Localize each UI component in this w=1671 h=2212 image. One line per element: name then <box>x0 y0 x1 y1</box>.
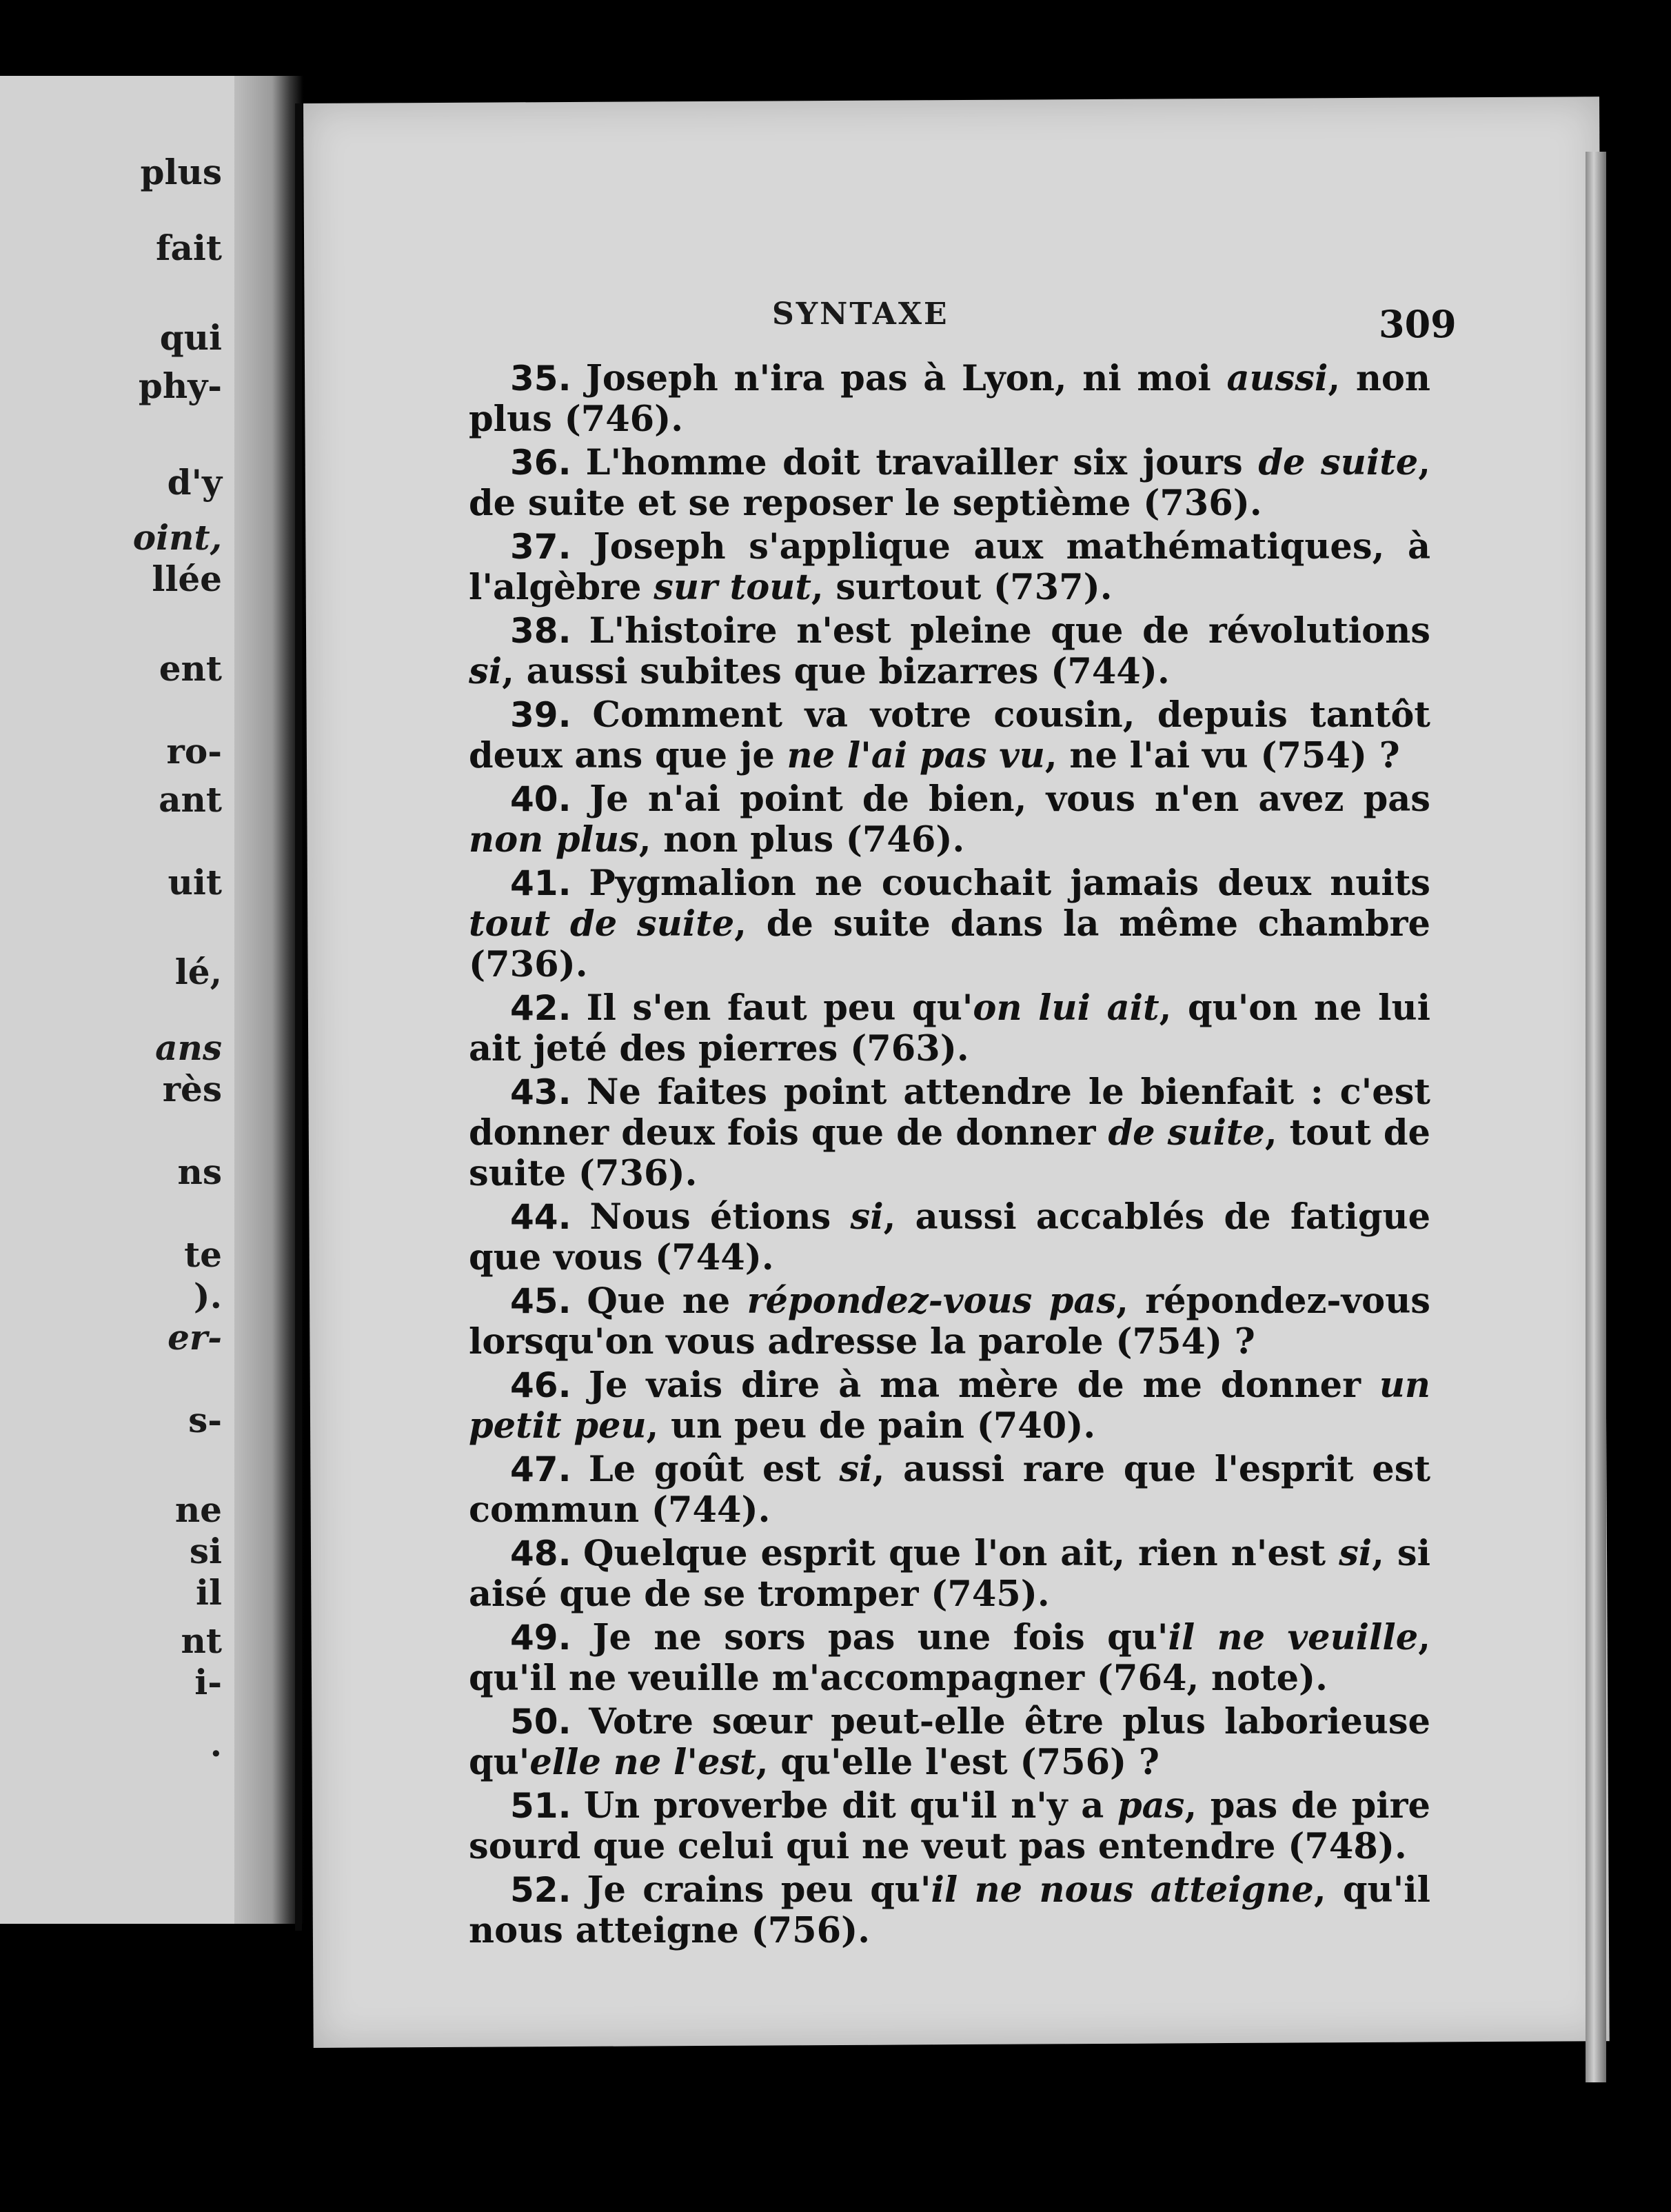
exercise-number: 46. <box>510 1365 571 1405</box>
exercise-number: 45. <box>510 1281 571 1321</box>
exercise-correction: , un peu de pain (740). <box>646 1405 1096 1447</box>
exercise-text: Je n'ai point de bien, vous n'en avez pas <box>589 778 1430 820</box>
left-page-fragment: qui <box>159 317 222 358</box>
exercise-italic-phrase: tout de suite <box>469 903 735 945</box>
exercise-italic-phrase: de suite <box>1258 442 1419 483</box>
exercise-text: Je vais dire à ma mère de me donner <box>588 1365 1379 1406</box>
left-page-fragment: er- <box>168 1317 222 1358</box>
exercise-italic-phrase: un petit peu <box>469 1365 1430 1447</box>
exercise-list <box>469 359 1430 1954</box>
exercise-italic-phrase: si <box>1339 1533 1373 1574</box>
exercise-number: 52. <box>510 1870 571 1910</box>
exercise-correction: , tout de suite (736). <box>469 1112 1430 1194</box>
exercise-correction: , aussi subites que bizarres (744). <box>502 651 1170 692</box>
left-page-fragment: ns <box>177 1152 222 1192</box>
page-edge <box>1586 152 1606 2082</box>
exercise-item <box>469 863 1430 985</box>
exercise-item <box>469 527 1430 608</box>
exercise-item <box>469 359 1430 440</box>
exercise-item <box>469 1197 1430 1278</box>
exercise-item <box>469 779 1430 861</box>
left-page-fragment: ne <box>174 1489 222 1530</box>
exercise-number: 44. <box>510 1197 571 1237</box>
exercise-correction: , qu'elle l'est (756) ? <box>756 1742 1159 1783</box>
exercise-item <box>469 443 1430 524</box>
exercise-item <box>469 1618 1430 1699</box>
exercise-italic-phrase: pas <box>1117 1785 1185 1827</box>
exercise-item <box>469 1449 1430 1531</box>
left-page-fragment: i- <box>194 1662 222 1702</box>
exercise-text: Comment va votre cousin, depuis tantôt deux ans que je <box>469 694 1430 776</box>
exercise-number: 39. <box>510 695 571 735</box>
left-page-fragment: il <box>196 1572 222 1613</box>
left-page-fragment: s- <box>188 1400 222 1440</box>
exercise-text: Nous étions <box>589 1196 851 1238</box>
exercise-number: 50. <box>510 1702 571 1742</box>
exercise-italic-phrase: si <box>839 1449 873 1490</box>
exercise-italic-phrase: non plus <box>469 819 639 861</box>
left-page-fragment: ent <box>159 648 222 689</box>
exercise-text: Joseph s'applique aux mathématiques, à l'algèbre <box>469 526 1430 608</box>
exercise-text: Il s'en faut peu qu' <box>586 987 973 1029</box>
exercise-number: 47. <box>510 1449 571 1489</box>
left-page-fragment: si <box>189 1531 222 1571</box>
exercise-number: 48. <box>510 1534 571 1573</box>
exercise-text: Ne faites point attendre le bienfait : c'est donner deux fois que de donner <box>469 1072 1430 1154</box>
exercise-text: Je ne sors pas une fois qu' <box>592 1617 1168 1658</box>
exercise-italic-phrase: on lui ait <box>973 987 1159 1029</box>
exercise-item <box>469 1534 1430 1615</box>
exercise-text: Un proverbe dit qu'il n'y a <box>583 1785 1117 1827</box>
exercise-item <box>469 695 1430 776</box>
exercise-text: Je crains peu qu' <box>587 1869 931 1911</box>
book-gutter <box>234 76 303 1924</box>
exercise-text: L'homme doit travailler six jours <box>585 442 1259 483</box>
exercise-correction: , qu'il ne veuille m'accompagner (764, note). <box>469 1617 1430 1699</box>
exercise-italic-phrase: si <box>850 1196 884 1238</box>
exercise-italic-phrase: il ne nous atteigne <box>931 1869 1314 1911</box>
exercise-number: 38. <box>510 611 571 651</box>
exercise-number: 51. <box>510 1786 571 1826</box>
exercise-text: L'histoire n'est pleine que de révolutions <box>589 610 1430 652</box>
left-page-fragment: fait <box>156 228 222 268</box>
exercise-text: Quelque esprit que l'on ait, rien n'est <box>583 1533 1339 1574</box>
exercise-number: 37. <box>510 527 571 567</box>
left-page-fragment: te <box>184 1234 222 1275</box>
left-page-fragment: d'y <box>167 462 222 503</box>
left-page-fragment: llée <box>152 559 222 599</box>
exercise-text: Votre sœur peut-elle être plus laborieuse qu' <box>469 1701 1431 1783</box>
page-number: 309 <box>1379 302 1457 346</box>
exercise-italic-phrase: de suite <box>1108 1112 1265 1154</box>
exercise-correction: , non plus (746). <box>469 358 1431 440</box>
exercise-number: 41. <box>510 863 571 903</box>
exercise-text: Que ne <box>587 1280 747 1322</box>
exercise-number: 43. <box>510 1072 571 1112</box>
exercise-number: 49. <box>510 1618 571 1658</box>
left-page-fragment: rès <box>162 1069 222 1109</box>
exercise-text: Joseph n'ira pas à Lyon, ni moi <box>585 358 1227 399</box>
exercise-text: Pygmalion ne couchait jamais deux nuits <box>589 863 1430 904</box>
exercise-correction: , qu'il nous atteigne (756). <box>469 1869 1430 1951</box>
exercise-number: 40. <box>510 779 571 819</box>
exercise-number: 35. <box>510 359 571 399</box>
exercise-item <box>469 1870 1430 1951</box>
exercise-italic-phrase: elle ne l'est <box>529 1742 756 1783</box>
exercise-item <box>469 611 1430 692</box>
exercise-item <box>469 1365 1430 1447</box>
exercise-number: 42. <box>510 988 571 1028</box>
exercise-correction: , pas de pire sourd que celui qui ne veut pas entendre (748). <box>469 1785 1430 1867</box>
exercise-correction: , aussi rare que l'esprit est commun (744). <box>469 1449 1431 1531</box>
left-page-fragment: ). <box>193 1276 222 1316</box>
exercise-item <box>469 1281 1430 1363</box>
previous-page <box>0 76 234 1924</box>
left-page-fragment: . <box>210 1724 222 1764</box>
exercise-italic-phrase: il ne veuille <box>1168 1617 1419 1658</box>
exercise-correction: , si aisé que de se tromper (745). <box>469 1533 1430 1615</box>
exercise-correction: , non plus (746). <box>638 819 965 861</box>
left-page-fragment: plus <box>140 152 222 192</box>
exercise-correction: , répondez-vous lorsqu'on vous adresse la parole (754) ? <box>469 1280 1430 1363</box>
exercise-number: 36. <box>510 443 571 483</box>
exercise-italic-phrase: si <box>469 651 503 692</box>
left-page-fragment: ro- <box>166 731 222 772</box>
exercise-item <box>469 1702 1430 1783</box>
exercise-correction: , ne l'ai vu (754) ? <box>1044 735 1400 776</box>
exercise-italic-phrase: aussi <box>1226 358 1328 399</box>
exercise-item <box>469 988 1430 1069</box>
exercise-correction: , de suite dans la même chambre (736). <box>469 903 1430 985</box>
exercise-italic-phrase: sur tout <box>654 567 811 608</box>
left-page-fragment: ans <box>155 1027 222 1068</box>
exercise-correction: , aussi accablés de fatigue que vous (744). <box>469 1196 1431 1278</box>
exercise-correction: , surtout (737). <box>811 567 1113 608</box>
exercise-item <box>469 1072 1430 1194</box>
left-page-fragment: nt <box>181 1620 222 1661</box>
left-page-fragment: phy- <box>138 365 222 406</box>
exercise-text: Le goût est <box>588 1449 840 1490</box>
exercise-italic-phrase: répondez-vous pas <box>747 1280 1117 1322</box>
left-page-fragment: uit <box>168 862 222 903</box>
running-head: SYNTAXE <box>772 296 949 332</box>
exercise-item <box>469 1786 1430 1867</box>
left-page-fragment: ant <box>159 779 222 820</box>
exercise-correction: , qu'on ne lui ait jeté des pierres (763). <box>469 987 1431 1069</box>
exercise-italic-phrase: ne l'ai pas vu <box>787 735 1045 776</box>
spine-shadow <box>295 103 302 1931</box>
left-page-fragment: oint, <box>132 517 222 558</box>
exercise-correction: , de suite et se reposer le septième (736). <box>469 442 1430 524</box>
left-page-fragment: lé, <box>174 952 222 992</box>
